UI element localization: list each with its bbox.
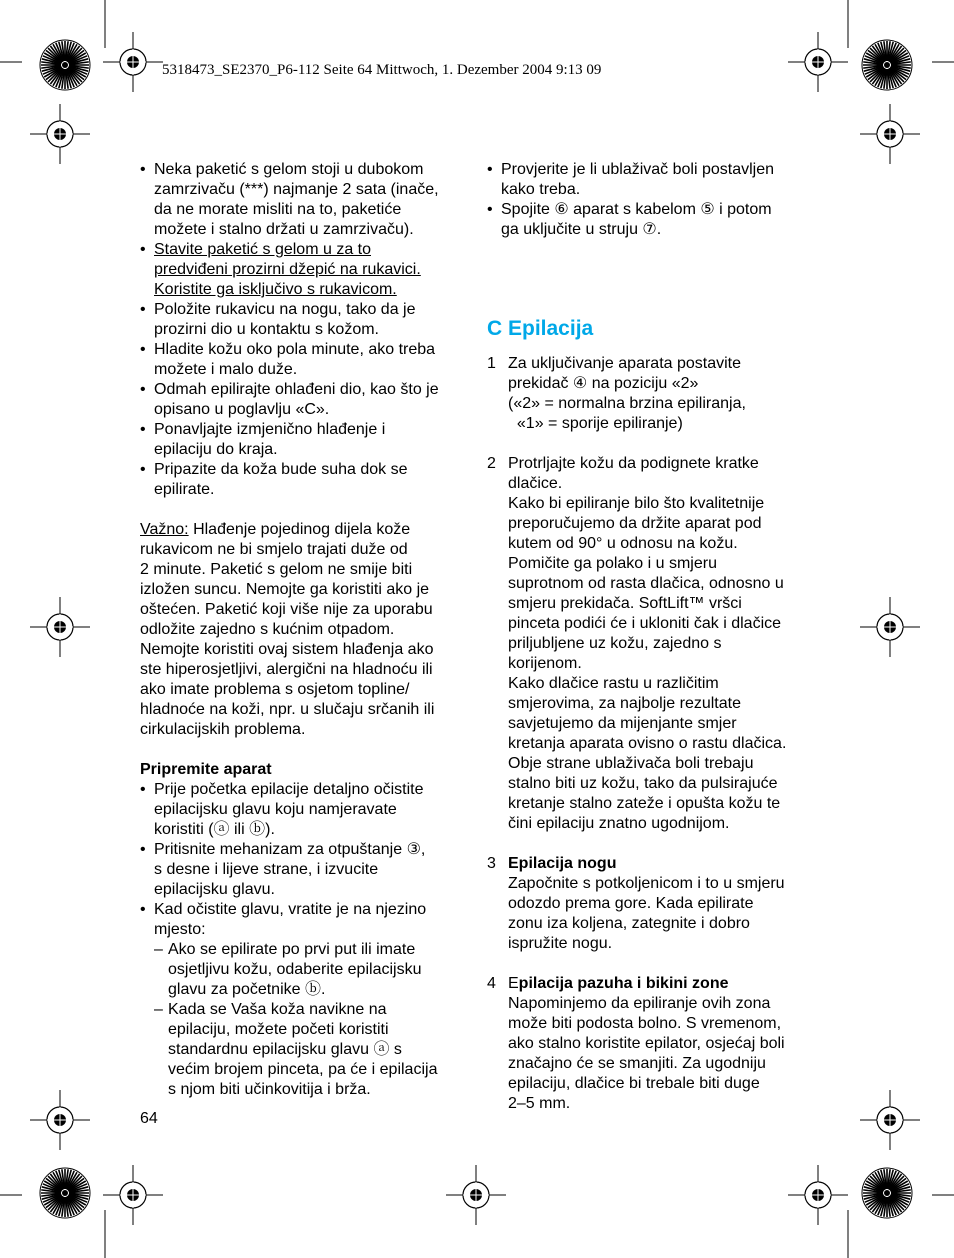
- list-item: • Položite rukavicu na nogu, tako da je prozirni dio u kontaktu s kožom.: [140, 300, 470, 340]
- list-item: • Spojite ⑥ aparat s kabelom ⑤ i potom ga uključite u struju ⑦.: [487, 200, 817, 240]
- left-column: [140, 160, 470, 1100]
- important-note: Važno: Hlađenje pojedinog dijela kože rukavicom ne bi smjelo trajati duže od 2 minute. Paketić s gelom ne smije biti izložen suncu. Nemojte ga koristiti ako je oštećen. Paketić koji više nije za uporabu odložite zajedno s kućnim otpadom. Nemojte koristiti ovaj sistem hlađenja ako ste hiperosjetljivi, alergični na hladnoću ili ako imate problema s osjetom topline/ hladnoće na koži, npr. u slučaju srčanih ili cirkulacijskih problema.: [140, 521, 435, 738]
- print-header: 5318473_SE2370_P6-112 Seite 64 Mittwoch, 1. Dezember 2004 9:13 09: [162, 62, 602, 78]
- numbered-step: 2 Protrljajte kožu da podignete kratke dlačice. Kako bi epiliranje bilo što kvalitetnije preporučujemo da držite aparat pod kutem od 90° u odnosu na kožu. Pomičite ga polako i u smjeru suprotnom od rasta dlačica, odnosno u smjeru prekidača. SoftLift™ vršci pinceta podići će i ukloniti čak i dlačice priljubljene uz kožu, zajedno s korijenom. Kako dlačice rastu u različitim smjerovima, za najbolje rezultate savjetujemo da mijenjante smjer kretanja aparata ovisno o rastu dlačica. Obje strane ublaživača boli trebaju stalno biti uz kožu, tako da pulsirajuće kretanje stalno zateže i opušta kožu te čini epilaciju znatno ugodnijom.: [487, 455, 787, 832]
- numbered-step: 4 Epilacija pazuha i bikini zone Napominjemo da epiliranje ovih zona može biti podosta bolno. S vremenom, ako stalno koristite epilator, osjećaj boli značajno će se smanjiti. Za ugodniju epilaciju, dlačice bi trebale biti duge 2–5 mm.: [487, 975, 785, 1112]
- list-item: • Provjerite je li ublaživač boli postavljen kako treba.: [487, 160, 817, 200]
- list-item: • Pripazite da koža bude suha dok se epilirate.: [140, 460, 470, 500]
- section-heading-prepare: Pripremite aparat: [140, 761, 272, 778]
- list-item: • Pritisnite mehanizam za otpuštanje ③, s desne i lijeve strane, i izvucite epilacijsku glavu.: [140, 840, 470, 900]
- list-item: • Odmah epilirajte ohlađeni dio, kao što je opisano u poglavlju «C».: [140, 380, 470, 420]
- list-item: • Stavite paketić s gelom u za to predviđeni prozirni džepić na rukavici. Koristite ga isključivo s rukavicom.: [140, 240, 470, 300]
- sub-list-item: – Kada se Vaša koža navikne na epilaciju, možete početi koristiti standardnu epilacijsku glavu ⓐ s većim brojem pinceta, pa će i epilacija s njom biti učinkovitija i brža.: [154, 1000, 470, 1100]
- section-heading-epilation: C Epilacija: [487, 317, 594, 340]
- page-number: 64: [140, 1110, 158, 1127]
- numbered-step: 3 Epilacija nogu Započnite s potkoljenicom i to u smjeru odozdo prema gore. Kada epilirate zonu iza koljena, zategnite i dobro ispružite nogu.: [487, 855, 785, 952]
- numbered-step: 1 Za uključivanje aparata postavite prekidač ④ na poziciju «2» («2» = normalna brzina epiliranja, «1» = sporije epiliranje): [487, 355, 746, 432]
- important-label: Važno:: [140, 521, 189, 538]
- right-column: [487, 160, 817, 1114]
- list-item: • Neka paketić s gelom stoji u dubokom zamrzivaču (***) najmanje 2 sata (inače, da ne morate misliti na to, paketiće možete i stalno držati u zamrzivaču).: [140, 160, 470, 240]
- list-item: • Prije početka epilacije detaljno očistite epilacijsku glavu koju namjeravate koristiti (ⓐ ili ⓑ).: [140, 780, 470, 840]
- sub-list-item: – Ako se epilirate po prvi put ili imate osjetljivu kožu, odaberite epilacijsku glavu za početnike ⓑ.: [154, 940, 470, 1000]
- list-item: • Hladite kožu oko pola minute, ako treba možete i malo duže.: [140, 340, 470, 380]
- list-item: • Kad očistite glavu, vratite je na njezino mjesto:: [140, 900, 470, 940]
- list-item: • Ponavljajte izmjenično hlađenje i epilaciju do kraja.: [140, 420, 470, 460]
